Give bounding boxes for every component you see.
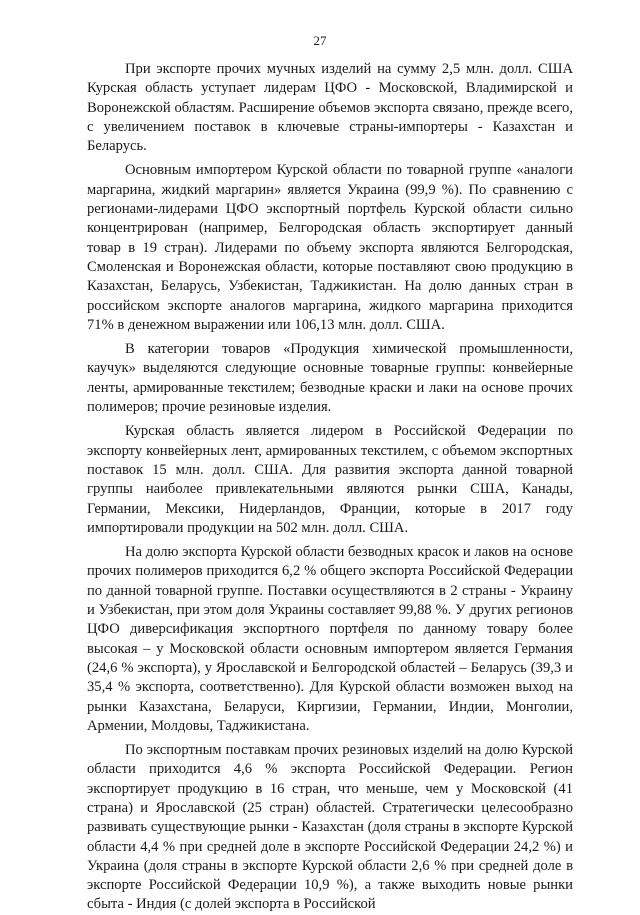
paragraph-margarine-analogs-importer: Основным импортером Курской области по товарной группе «аналоги маргарина, жидкий маргарин» является Украина (99,9 %). По сравнению с регионами-лидерами ЦФО экспортный портфель Курской области сильно концентрирован (например, Белгородская область экспортирует данный товар в 19 стран). Лидерами по объему экспорта являются Белгородская, Смоленская и Воронежская области, которые поставляют свою продукцию в Казахстан, Беларусь, Узбекистан, Таджикистан. На долю данных стран в российском экспорте аналогов маргарина, жидкого маргарина приходится 71% в денежном выражении или 106,13 млн. долл. США.	[87, 162, 573, 333]
paragraph-chemical-industry-category: В категории товаров «Продукция химической промышленности, каучук» выделяются следующие основные товарные группы: конвейерные ленты, армированные текстилем; безводные краски и лаки на основе прочих полимеров; прочие резиновые изделия.	[87, 341, 573, 416]
paragraph-paints-varnishes-export: На долю экспорта Курской области безводных красок и лаков на основе прочих полимеров приходится 6,2 % общего экспорта Российской Федерации по данной товарной группе. Поставки осуществляются в 2 страны - Украину и Узбекистан, при этом доля Украины составляет 99,88 %. У других регионов ЦФО диверсификация экспортного портфеля по данному товару более высокая – у Московской области основным импортером является Германия (24,6 % экспорта), у Ярославской и Белгородской областей – Беларусь (39,3 и 35,4 % экспорта, соответственно). Для Курской области возможен выход на рынки Казахстана, Беларуси, Киргизии, Германии, Индии, Монголии, Армении, Молдовы, Таджикистана.	[87, 544, 573, 734]
page-number: 27	[313, 33, 327, 48]
paragraph-flour-products-export: При экспорте прочих мучных изделий на сумму 2,5 млн. долл. США Курская область уступает лидерам ЦФО - Московской, Владимирской и Воронежской областям. Расширение объемов экспорта связано, прежде всего, с увеличением поставок в ключевые страны-импортеры - Казахстан и Беларусь.	[87, 61, 573, 155]
paragraph-conveyor-belts-leader: Курская область является лидером в Российской Федерации по экспорту конвейерных лент, армированных текстилем, с объемом экспортных поставок 15 млн. долл. США. Для развития экспорта данной товарной группы наиболее привлекательными являются рынки США, Канады, Германии, Мексики, Нидерландов, Франции, которые в 2017 году импортировали продукции на 502 млн. долл. США.	[87, 423, 573, 536]
paragraph-rubber-products-export: По экспортным поставкам прочих резиновых изделий на долю Курской области приходится 4,6 % экспорта Российской Федерации. Регион экспортирует продукцию в 16 стран, что меньше, чем у Московской (41 страна) и Ярославской (25 стран) областей. Стратегически целесообразно развивать существующие рынки - Казахстан (доля страны в экспорте Курской области 4,4 % при средней доле в экспорте Российской Федерации 24,2 %) и Украина (доля страны в экспорте Курской области 2,6 % при средней доле в экспорте Российской Федерации 10,9 %), а также выходить новые рынки сбыта - Индия (с долей экспорта в Российской	[87, 742, 573, 913]
body-text	[87, 60, 573, 915]
